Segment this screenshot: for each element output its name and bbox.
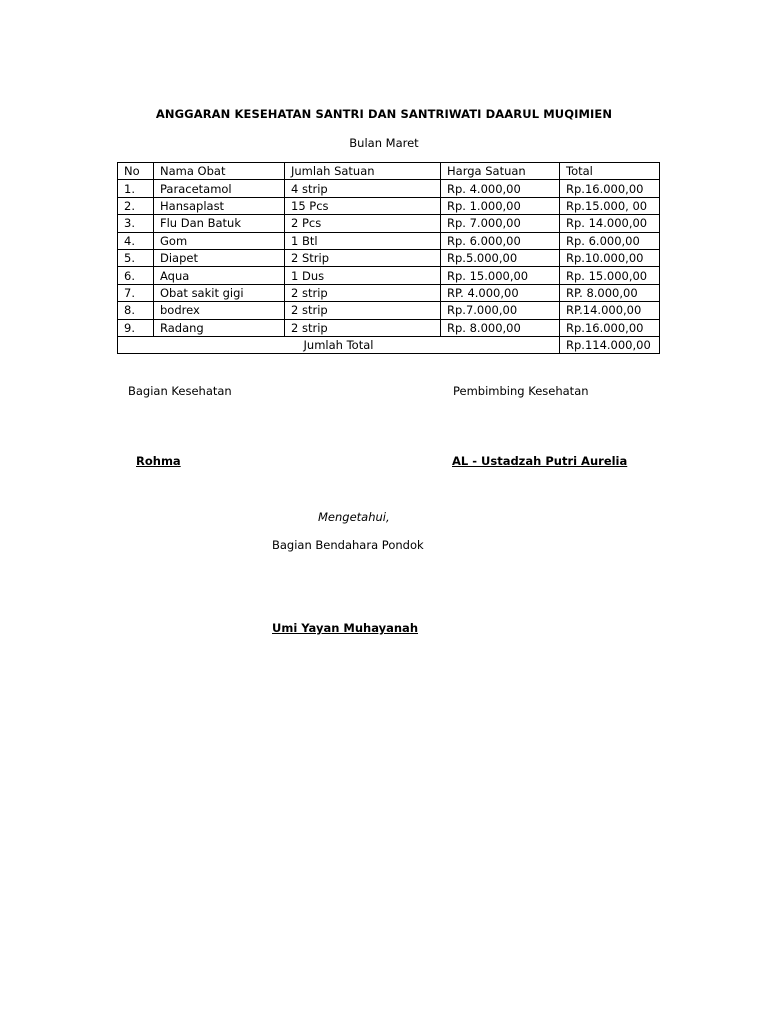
cell-harga-satuan: Rp. 8.000,00 <box>441 319 560 336</box>
table-row <box>118 302 660 319</box>
cell-total: RP.14.000,00 <box>560 302 660 319</box>
header-harga-satuan: Harga Satuan <box>441 163 560 180</box>
cell-jumlah-satuan: 2 Pcs <box>285 215 441 232</box>
header-no: No <box>118 163 154 180</box>
cell-no: 6. <box>118 267 154 284</box>
table-total-row <box>118 336 660 353</box>
cell-harga-satuan: Rp. 1.000,00 <box>441 197 560 214</box>
table-header-row <box>118 163 660 180</box>
left-signatory-name: Rohma <box>136 454 181 468</box>
cell-harga-satuan: RP. 4.000,00 <box>441 284 560 301</box>
center-signatory-name: Umi Yayan Muhayanah <box>272 621 419 635</box>
table-row <box>118 232 660 249</box>
cell-harga-satuan: Rp. 4.000,00 <box>441 180 560 197</box>
left-signatory-role: Bagian Kesehatan <box>128 384 232 398</box>
cell-total: Rp.10.000,00 <box>560 249 660 266</box>
budget-table <box>117 162 660 354</box>
cell-nama-obat: Paracetamol <box>154 180 285 197</box>
acknowledgement-note: Mengetahui, <box>318 510 390 524</box>
cell-jumlah-satuan: 2 strip <box>285 319 441 336</box>
cell-no: 3. <box>118 215 154 232</box>
cell-nama-obat: Hansaplast <box>154 197 285 214</box>
cell-jumlah-satuan: 4 strip <box>285 180 441 197</box>
table-row <box>118 197 660 214</box>
cell-total: Rp. 14.000,00 <box>560 215 660 232</box>
cell-no: 8. <box>118 302 154 319</box>
cell-total: Rp. 6.000,00 <box>560 232 660 249</box>
table-row <box>118 319 660 336</box>
cell-nama-obat: Aqua <box>154 267 285 284</box>
table-row <box>118 284 660 301</box>
cell-total: Rp.16.000,00 <box>560 180 660 197</box>
cell-no: 5. <box>118 249 154 266</box>
cell-jumlah-satuan: 15 Pcs <box>285 197 441 214</box>
right-signatory-name: AL - Ustadzah Putri Aurelia <box>452 454 628 468</box>
cell-total: Rp.15.000, 00 <box>560 197 660 214</box>
table-row <box>118 180 660 197</box>
cell-jumlah-satuan: 2 Strip <box>285 249 441 266</box>
cell-no: 7. <box>118 284 154 301</box>
table-row <box>118 267 660 284</box>
cell-nama-obat: Radang <box>154 319 285 336</box>
cell-nama-obat: bodrex <box>154 302 285 319</box>
cell-total: Rp.16.000,00 <box>560 319 660 336</box>
page-title: ANGGARAN KESEHATAN SANTRI DAN SANTRIWATI DAARUL MUQIMIEN <box>155 107 613 121</box>
cell-harga-satuan: Rp. 15.000,00 <box>441 267 560 284</box>
header-nama-obat: Nama Obat <box>154 163 285 180</box>
cell-harga-satuan: Rp. 6.000,00 <box>441 232 560 249</box>
cell-harga-satuan: Rp.5.000,00 <box>441 249 560 266</box>
cell-no: 2. <box>118 197 154 214</box>
cell-nama-obat: Diapet <box>154 249 285 266</box>
cell-jumlah-satuan: 1 Dus <box>285 267 441 284</box>
cell-no: 1. <box>118 180 154 197</box>
cell-total: Rp. 15.000,00 <box>560 267 660 284</box>
table-row <box>118 249 660 266</box>
header-total: Total <box>560 163 660 180</box>
cell-nama-obat: Obat sakit gigi <box>154 284 285 301</box>
table-row <box>118 215 660 232</box>
header-jumlah-satuan: Jumlah Satuan <box>285 163 441 180</box>
right-signatory-role: Pembimbing Kesehatan <box>453 384 589 398</box>
cell-jumlah-satuan: 2 strip <box>285 302 441 319</box>
page-subtitle: Bulan Maret <box>349 136 419 150</box>
cell-nama-obat: Flu Dan Batuk <box>154 215 285 232</box>
cell-nama-obat: Gom <box>154 232 285 249</box>
cell-no: 4. <box>118 232 154 249</box>
cell-jumlah-satuan: 2 strip <box>285 284 441 301</box>
cell-harga-satuan: Rp.7.000,00 <box>441 302 560 319</box>
cell-no: 9. <box>118 319 154 336</box>
center-signatory-role: Bagian Bendahara Pondok <box>272 538 424 552</box>
total-value: Rp.114.000,00 <box>560 336 660 353</box>
cell-total: RP. 8.000,00 <box>560 284 660 301</box>
cell-jumlah-satuan: 1 Btl <box>285 232 441 249</box>
total-label: Jumlah Total <box>118 336 560 353</box>
cell-harga-satuan: Rp. 7.000,00 <box>441 215 560 232</box>
